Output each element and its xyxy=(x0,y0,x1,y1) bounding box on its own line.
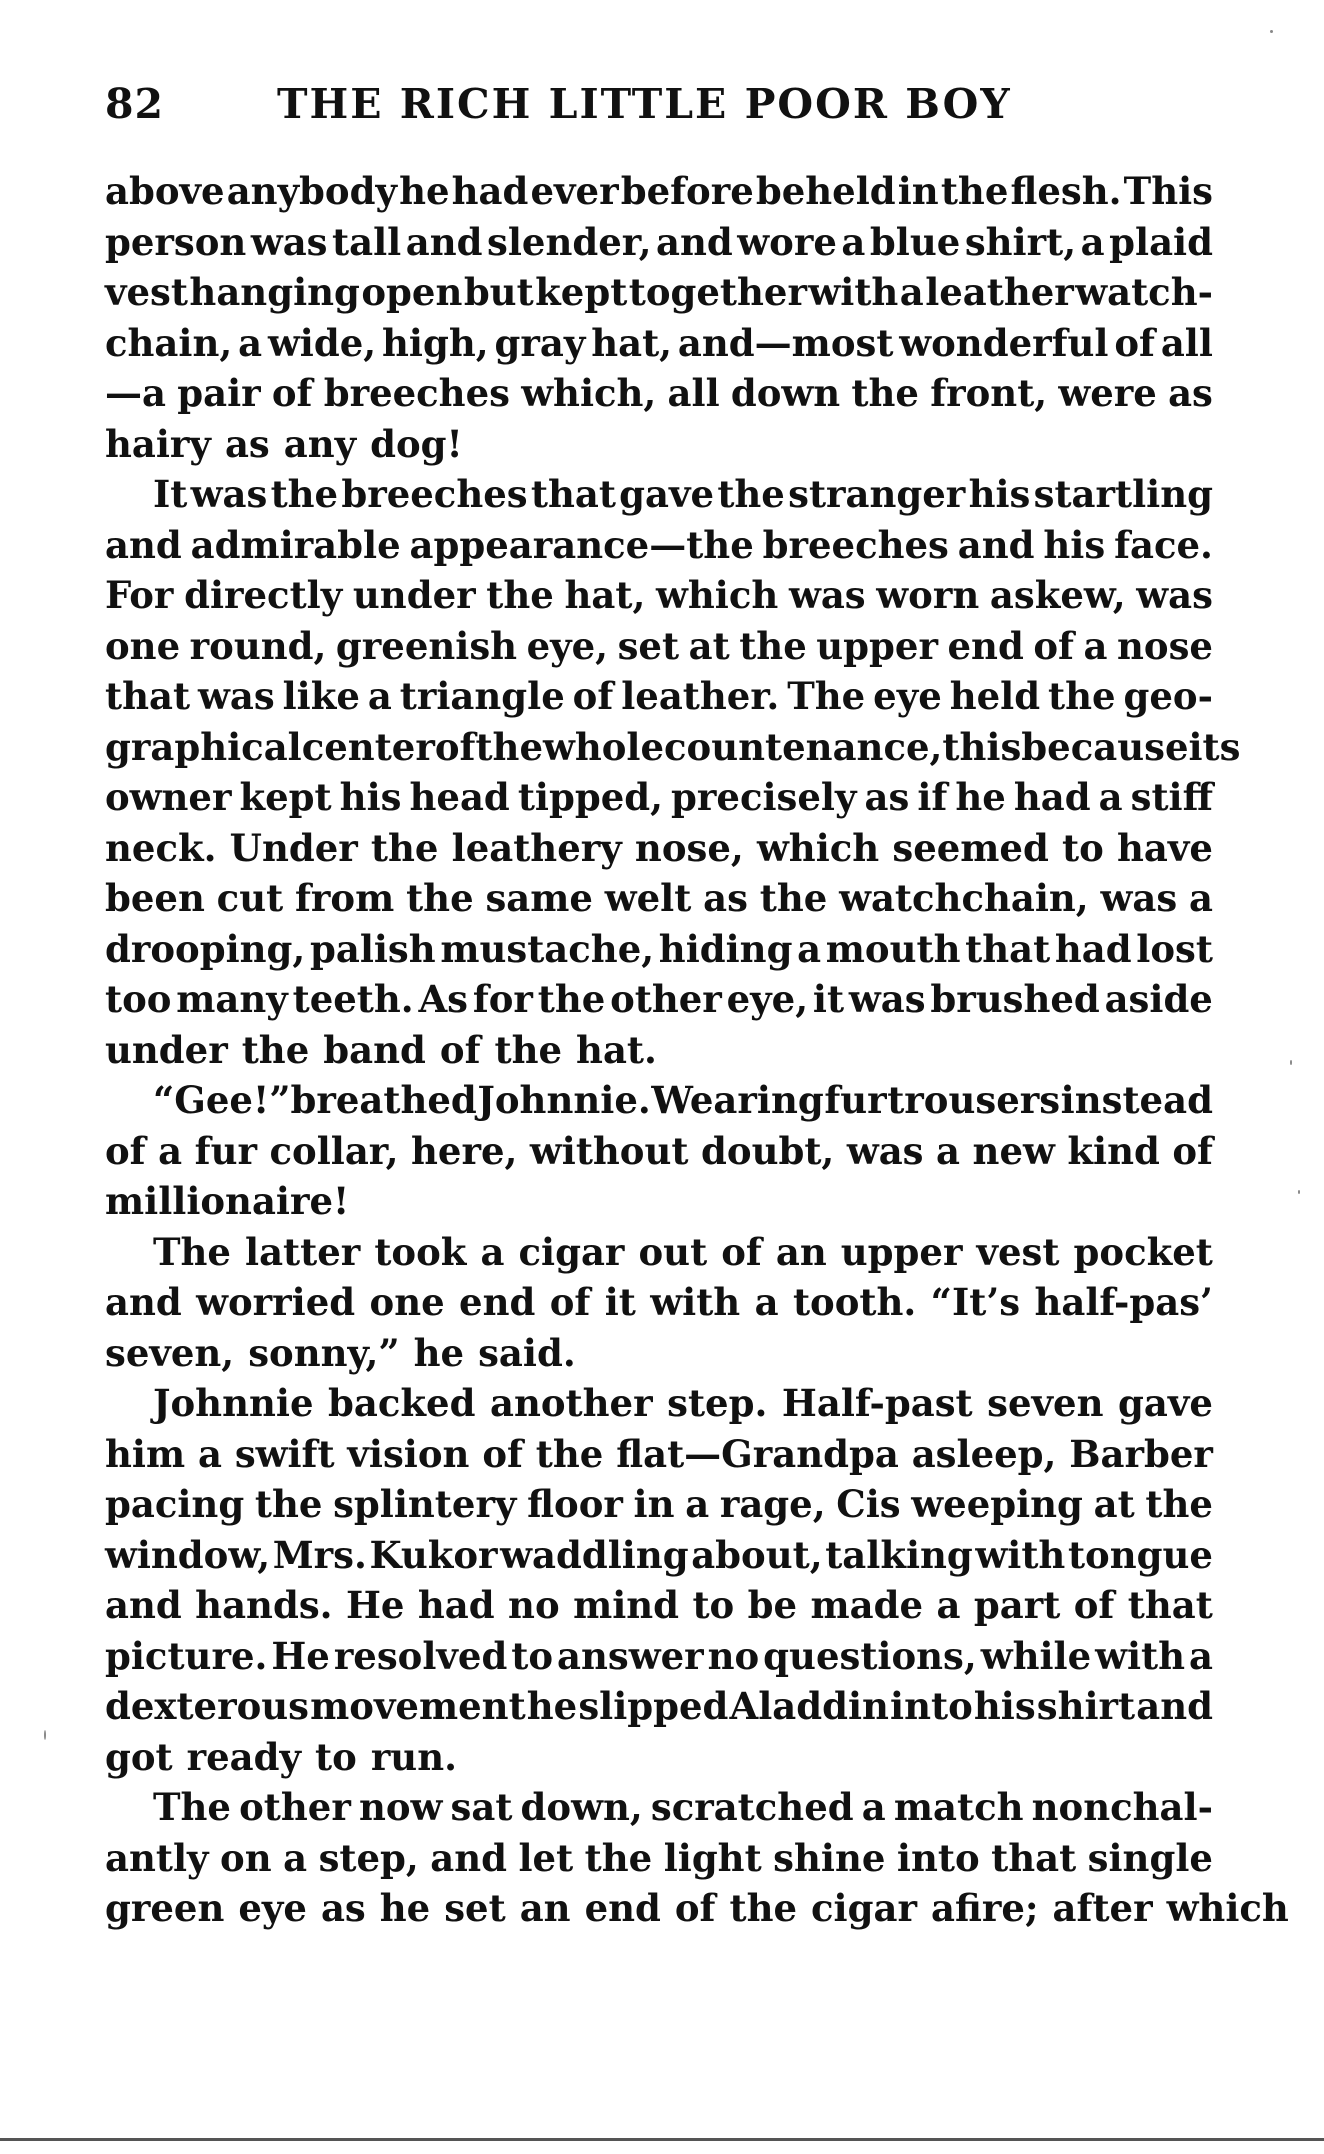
text-line: person was tall and slender, and wore a blue shirt, a plaid xyxy=(105,219,1213,264)
page-bottom-edge xyxy=(0,2138,1324,2141)
text-line: under the band of the hat. xyxy=(105,1027,657,1072)
text-line: and hands. He had no mind to be made a part of that xyxy=(105,1583,1213,1627)
text-line: pacing the splintery floor in a rage, Cis weeping at the xyxy=(105,1482,1213,1526)
text-line: graphical center of the whole countenance, this because its xyxy=(105,724,1241,769)
running-head-title: THE RICH LITTLE POOR BOY xyxy=(277,80,1012,128)
paragraph xyxy=(105,1075,1213,1227)
page-header xyxy=(105,80,1225,140)
text-line: It was the breeches that gave the stranger his startling xyxy=(153,472,1213,516)
print-speck xyxy=(1298,1190,1300,1194)
text-line: been cut from the same welt as the watchchain, was a xyxy=(105,876,1213,920)
text-line: drooping, palish mustache, hiding a mouth that had lost xyxy=(105,926,1213,971)
text-line: For directly under the hat, which was worn askew, was xyxy=(105,573,1213,617)
text-line: got ready to run. xyxy=(105,1734,457,1779)
text-line: neck. Under the leathery nose, which seemed to have xyxy=(105,825,1213,870)
text-line: millionaire! xyxy=(105,1179,350,1223)
print-speck xyxy=(44,1730,46,1740)
paragraph xyxy=(105,1227,1213,1379)
text-line: that was like a triangle of leather. The eye held the geo- xyxy=(105,674,1213,718)
text-line: one round, greenish eye, set at the upper end of a nose xyxy=(105,623,1213,668)
print-speck xyxy=(1290,1060,1292,1065)
text-line: window, Mrs. Kukor waddling about, talking with tongue xyxy=(105,1532,1213,1577)
text-line: The latter took a cigar out of an upper vest pocket xyxy=(153,1229,1213,1274)
print-speck xyxy=(1270,30,1273,33)
paragraph xyxy=(105,166,1213,469)
body-text xyxy=(105,166,1289,1934)
text-line: —a pair of breeches which, all down the front, were as xyxy=(105,371,1213,415)
text-line: antly on a step, and let the light shine into that single xyxy=(105,1835,1213,1880)
text-line: owner kept his head tipped, precisely as if he had a stiff xyxy=(105,775,1213,819)
text-line: Johnnie backed another step. Half-past seven gave xyxy=(153,1381,1213,1425)
text-line: The other now sat down, scratched a match nonchal- xyxy=(153,1785,1213,1829)
text-line: green eye as he set an end of the cigar afire; after which xyxy=(105,1886,1289,1930)
text-line: seven, sonny,” he said. xyxy=(105,1330,576,1375)
page-number: 82 xyxy=(105,80,165,128)
text-line: too many teeth. As for the other eye, it was brushed aside xyxy=(105,977,1213,1021)
text-line: and admirable appearance—the breeches and his face. xyxy=(105,522,1213,567)
text-line: dexterous movement he slipped Aladdin into his shirt and xyxy=(105,1684,1213,1728)
text-line: vest hanging open but kept together with a leather watch- xyxy=(105,270,1213,314)
text-line: hairy as any dog! xyxy=(105,421,463,466)
paragraph xyxy=(105,469,1241,1075)
text-line: him a swift vision of the flat—Grandpa asleep, Barber xyxy=(105,1431,1213,1476)
text-line: of a fur collar, here, without doubt, was a new kind of xyxy=(105,1128,1213,1173)
text-line: and worried one end of it with a tooth. “It’s half-pas’ xyxy=(105,1280,1213,1324)
text-line: above anybody he had ever before beheld in the flesh. This xyxy=(105,169,1213,213)
paragraph xyxy=(105,1782,1289,1934)
text-line: picture. He resolved to answer no questions, while with a xyxy=(105,1633,1213,1678)
paragraph xyxy=(105,1378,1213,1782)
text-line: “Gee!”breathed Johnnie. Wearing fur trousers instead xyxy=(153,1078,1213,1122)
text-line: chain, a wide, high, gray hat, and—most wonderful of all xyxy=(105,320,1213,365)
